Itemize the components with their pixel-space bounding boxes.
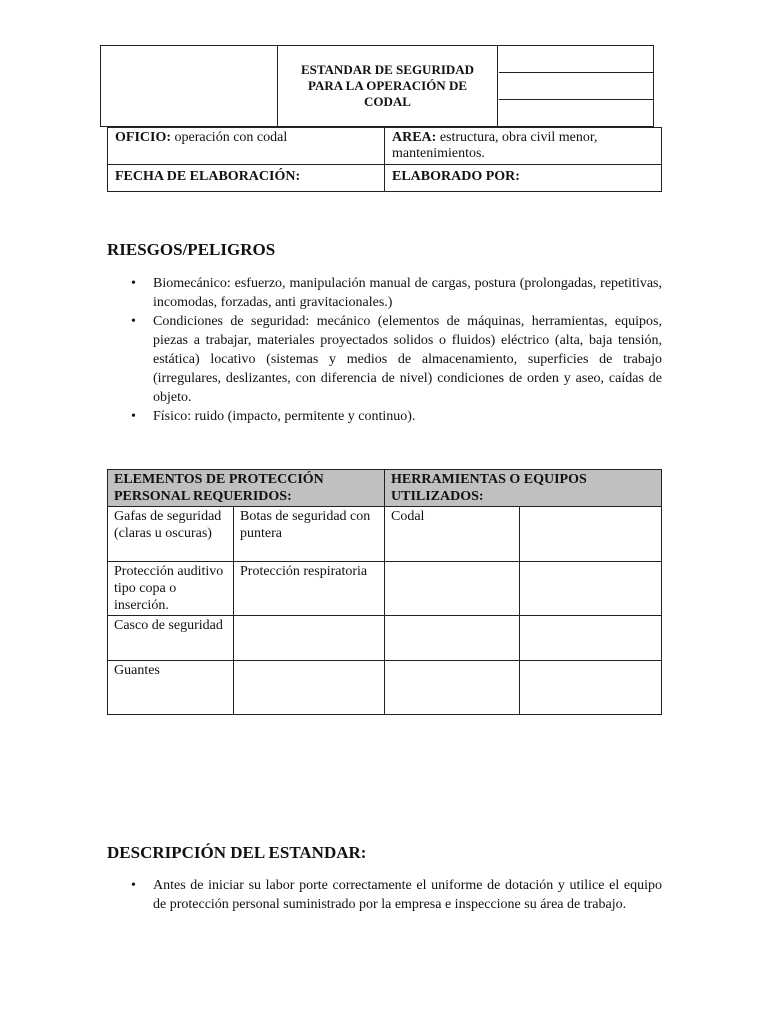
table-cell	[520, 616, 662, 661]
list-item	[131, 407, 662, 426]
info-row	[108, 128, 661, 165]
list-item-text: Condiciones de seguridad: mecánico (elementos de máquinas, herramientas, equipos, piezas a trabajar, materiales proyectados solidos o fluidos) eléctrico (alta, baja tensión, estática) locativo (sistemas y medios de almacenamiento, superficies de trabajo (irregulares, deslizantes, con diferencia de nivel) condiciones de orden y aseo, caídas de objeto.	[153, 314, 662, 405]
bullet-icon: •	[131, 409, 136, 424]
table-row	[108, 616, 662, 661]
area-value: estructura, obra civil menor, mantenimientos.	[392, 130, 598, 161]
riesgos-list	[131, 274, 662, 426]
table-cell: Gafas de seguridad (claras u oscuras)	[108, 507, 234, 562]
table-cell: Guantes	[108, 661, 234, 715]
document-title: ESTANDAR DE SEGURIDAD PARA LA OPERACIÓN DE CODAL	[278, 46, 498, 126]
header-meta-cell	[499, 46, 653, 73]
list-item	[131, 274, 662, 312]
bullet-icon: •	[131, 878, 136, 893]
logo-cell	[101, 46, 278, 126]
header-meta-cell	[499, 73, 653, 100]
area-label: AREA:	[392, 130, 437, 145]
info-table	[107, 127, 662, 192]
document-header	[100, 45, 654, 127]
table-cell: Protección auditivo tipo copa o inserción.	[108, 562, 234, 616]
table-cell	[520, 661, 662, 715]
epp-header: ELEMENTOS DE PROTECCIÓN PERSONAL REQUERIDOS:	[108, 470, 385, 507]
table-cell	[385, 562, 520, 616]
table-cell: Casco de seguridad	[108, 616, 234, 661]
table-cell	[520, 562, 662, 616]
bullet-icon: •	[131, 276, 136, 291]
header-meta-cells	[499, 46, 653, 126]
table-cell	[234, 616, 385, 661]
oficio-label: OFICIO:	[115, 130, 171, 145]
list-item	[131, 312, 662, 407]
tools-header: HERRAMIENTAS O EQUIPOS UTILIZADOS:	[385, 470, 662, 507]
area-cell	[385, 128, 661, 164]
bullet-icon: •	[131, 314, 136, 329]
descripcion-heading: DESCRIPCIÓN DEL ESTANDAR:	[107, 843, 367, 862]
oficio-value: operación con codal	[174, 130, 288, 145]
table-cell	[234, 661, 385, 715]
table-cell	[385, 661, 520, 715]
table-cell: Codal	[385, 507, 520, 562]
table-cell: Protección respiratoria	[234, 562, 385, 616]
info-row	[108, 165, 661, 191]
table-row	[108, 507, 662, 562]
table-cell	[520, 507, 662, 562]
riesgos-heading: RIESGOS/PELIGROS	[107, 240, 276, 259]
header-meta-cell	[499, 100, 653, 126]
epp-table	[107, 469, 662, 715]
elaborado-label: ELABORADO POR:	[392, 169, 520, 184]
table-header-row	[108, 470, 662, 507]
fecha-label: FECHA DE ELABORACIÓN:	[108, 165, 385, 191]
list-item-text: Antes de iniciar su labor porte correctamente el uniforme de dotación y utilice el equipo de protección personal suministrado por la empresa e inspeccione su área de trabajo.	[153, 878, 662, 912]
table-cell: Botas de seguridad con puntera	[234, 507, 385, 562]
list-item-text: Biomecánico: esfuerzo, manipulación manual de cargas, postura (prolongadas, repetitivas, incomodas, forzadas, anti gravitacionales.)	[153, 276, 662, 310]
list-item	[131, 876, 662, 914]
table-row	[108, 562, 662, 616]
table-row	[108, 661, 662, 715]
oficio-cell	[108, 128, 385, 164]
table-cell	[385, 616, 520, 661]
descripcion-list	[131, 876, 662, 914]
list-item-text: Físico: ruido (impacto, permitente y continuo).	[153, 409, 416, 424]
